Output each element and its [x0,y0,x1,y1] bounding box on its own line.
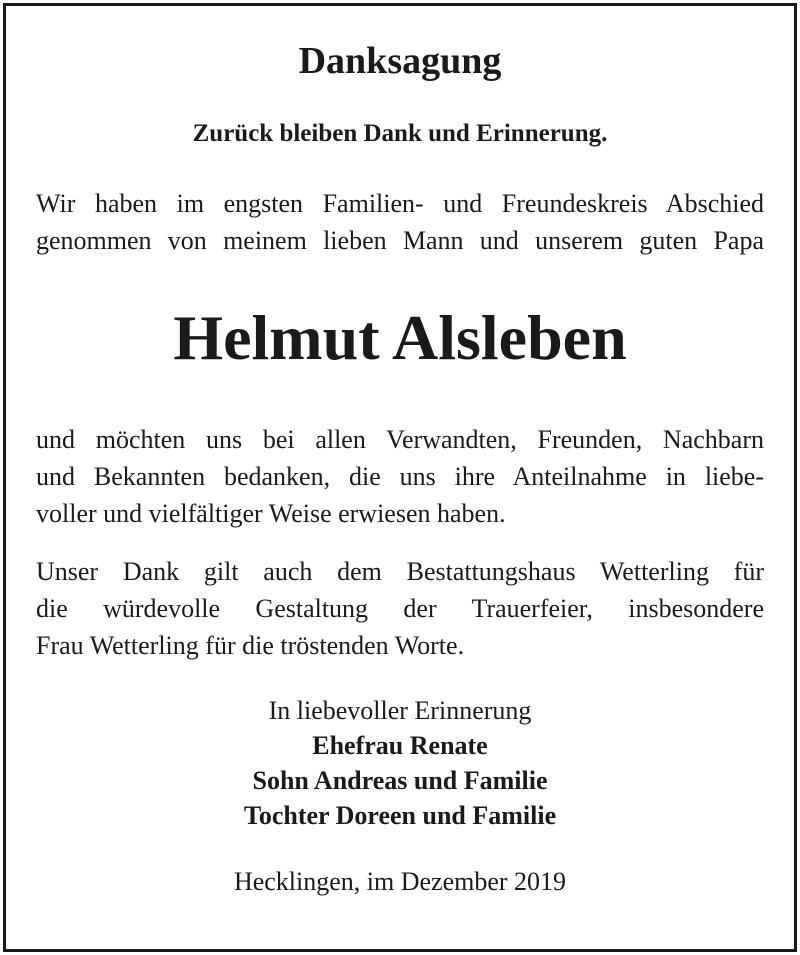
family-member: Tochter Doreen und Familie [243,801,557,830]
intro-paragraph [36,185,764,259]
funeral-home-line: Frau Wetterling für die tröstenden Worte. [36,631,465,660]
family-member: Ehefrau Renate [312,731,488,760]
notice-subtitle: Zurück bleiben Dank und Erinnerung. [192,120,608,147]
funeral-home-paragraph [36,553,764,664]
intro-line: genommen von meinem lieben Mann und unserem guten Papa [36,226,764,255]
thanks-line: voller und vielfältiger Weise erwiesen haben. [36,499,506,528]
signature-block [36,693,764,833]
deceased-name: Helmut Alsleben [173,302,627,373]
thanks-line: und Bekannten bedanken, die uns ihre Anteilnahme in liebe- [36,462,764,491]
thanks-line: und möchten uns bei allen Verwandten, Freunden, Nachbarn [36,425,764,454]
funeral-home-line: die würdevolle Gestaltung der Trauerfeier, insbesondere [36,594,764,623]
closing-intro: In liebevoller Erinnerung [268,696,532,725]
place-date: Hecklingen, im Dezember 2019 [233,867,567,896]
thanks-paragraph [36,421,764,532]
notice-title: Danksagung [298,40,502,82]
funeral-home-line: Unser Dank gilt auch dem Bestattungshaus Wetterling für [36,557,764,586]
family-member: Sohn Andreas und Familie [252,766,548,795]
intro-line: Wir haben im engsten Familien- und Freundeskreis Abschied [36,189,764,218]
